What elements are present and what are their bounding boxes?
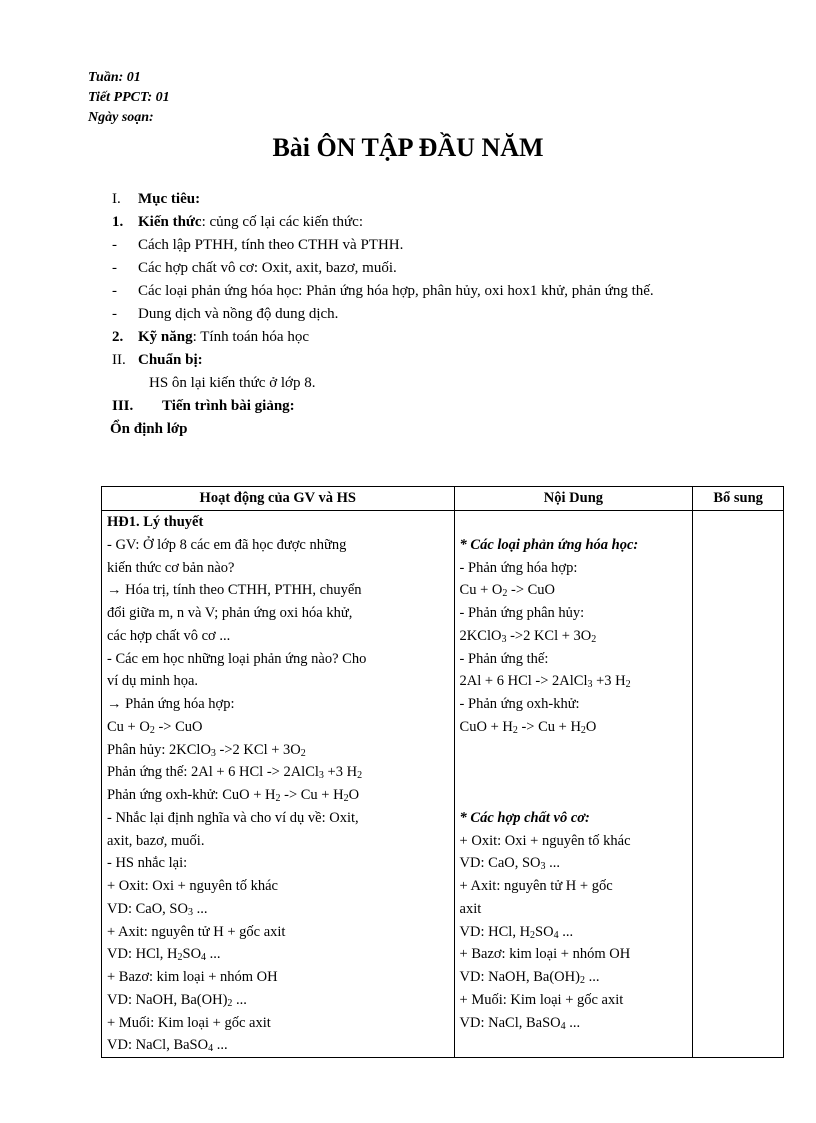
example-line: VD: NaOH, $Ba(OH)_2$ ... — [107, 991, 247, 1009]
activity-line: → Phản ứng hóa hợp: — [107, 696, 235, 712]
content-cell — [454, 511, 693, 1058]
content-line: - Phản ứng thế: — [459, 650, 549, 667]
skill-text: : Tính toán hóa học — [192, 329, 309, 345]
activity-line: kiến thức cơ bản nào? — [107, 559, 235, 576]
content-heading: * Các loại phản ứng hóa học: — [459, 536, 639, 553]
bullet-text: Dung dịch và nồng độ dung dịch. — [138, 306, 339, 322]
table-row — [102, 511, 784, 1058]
activity-line: - Nhắc lại định nghĩa và cho ví dụ về: Oxit, — [107, 809, 359, 826]
activity-line: - GV: Ở lớp 8 các em đã học được những — [107, 536, 347, 553]
content-line: - Phản ứng hóa hợp: — [459, 559, 578, 576]
stabilize-row — [110, 418, 762, 441]
knowledge-text: : củng cố lại các kiến thức: — [201, 214, 363, 230]
activity-line: ví dụ minh họa. — [107, 673, 199, 690]
bullet-text: Cách lập PTHH, tính theo CTHH và PTHH. — [138, 237, 404, 253]
equation-line: Phân hủy: 2KClO$_3$ ->2 KCl + $3O_2$ — [107, 741, 306, 759]
prep-text-row — [112, 372, 762, 395]
example-line: VD: NaOH, $Ba(OH)_2$ ... — [459, 969, 600, 986]
activity-line: + Oxit: Oxi + nguyên tố khác — [107, 878, 278, 894]
activity-line: axit, bazơ, muối. — [107, 832, 205, 849]
section-heading: Chuẩn bị: — [138, 352, 203, 368]
lesson-header — [88, 68, 170, 128]
equation-line: 2KClO$_3$ ->2 KCl + $3O_2$ — [459, 627, 597, 645]
knowledge-label: Kiến thức — [138, 214, 202, 230]
example-line: VD: CaO, $SO_3$ ... — [107, 900, 208, 918]
activity-heading: HĐ1. Lý thuyết — [107, 514, 204, 530]
equation-line: Phản ứng oxh-khử: CuO + $H_2 -> Cu + H_2O$ — [107, 787, 360, 804]
activity-line: - Các em học những loại phản ứng nào? Cho — [107, 650, 367, 667]
activity-line: - HS nhắc lại: — [107, 855, 188, 872]
prep-date-label: Ngày soạn: — [88, 110, 154, 125]
example-line: VD: NaCl, BaSO$_4$ ... — [107, 1037, 228, 1055]
stabilize-heading: Ổn định lớp — [110, 421, 188, 437]
content-line: - Phản ứng oxh-khử: — [459, 696, 580, 712]
activity-line: → Hóa trị, tính theo CTHH, PTHH, chuyển — [107, 582, 362, 599]
section-III — [112, 395, 762, 418]
bullet-item: - Các hợp chất vô cơ: Oxit, axit, bazơ, muối. — [112, 257, 762, 280]
content-line: + Oxit: Oxi + nguyên tố khác — [459, 832, 631, 849]
activity-line: các hợp chất vô cơ ... — [107, 627, 231, 644]
header-content: Nội Dung — [454, 487, 693, 511]
content-heading: * Các hợp chất vô cơ: — [459, 809, 590, 826]
knowledge-item — [112, 211, 762, 234]
equation-line: CuO + $H_2 -> Cu + H_2O$ — [459, 718, 597, 736]
equation-line: Phản ứng thế: 2Al + 6 HCl -> 2AlCl$_3$ +3 $H_2$ — [107, 764, 363, 782]
section-number: I. — [112, 191, 121, 207]
equation-line: $Cu + O_2$ -> CuO — [459, 582, 556, 600]
section-I — [112, 188, 762, 211]
example-line: VD: CaO, $SO_3$ ... — [459, 855, 561, 873]
skill-label: Kỹ năng — [138, 329, 193, 345]
bullet-item: - Dung dịch và nồng độ dung dịch. — [112, 303, 762, 326]
content-line: axit — [459, 900, 482, 917]
item-number: 1. — [112, 214, 124, 230]
content-line: + Muối: Kim loại + gốc axit — [459, 991, 624, 1008]
table-header-row — [102, 487, 784, 511]
activities-cell — [102, 511, 455, 1058]
section-number: III. — [112, 398, 134, 414]
page-title: Bài ÔN TẬP ĐẦU NĂM — [272, 133, 544, 162]
period-label: Tiết PPCT: 01 — [88, 90, 170, 105]
prep-text: HS ôn lại kiến thức ở lớp 8. — [149, 375, 316, 391]
equation-line: $Cu + O_2$ -> CuO — [107, 718, 203, 736]
content-line: + Bazơ: kim loại + nhóm OH — [459, 946, 631, 963]
week-label: Tuần: 01 — [88, 70, 141, 85]
activity-line: + Muối: Kim loại + gốc axit — [107, 1014, 271, 1031]
supplement-cell — [693, 511, 784, 1058]
section-number: II. — [112, 352, 126, 368]
lesson-objectives — [112, 188, 762, 441]
content-line: - Phản ứng phân hủy: — [459, 605, 585, 621]
example-line: VD: HCl, $H_2SO_4$ ... — [107, 946, 221, 964]
bullet-text: Các loại phản ứng hóa học: Phản ứng hóa hợp, phân hủy, oxi hox1 khử, phản ứng thế. — [138, 283, 654, 299]
bullet-item: - Các loại phản ứng hóa học: Phản ứng hóa hợp, phân hủy, oxi hox1 khử, phản ứng thế. — [112, 280, 762, 303]
content-line: + Axit: nguyên tử H + gốc — [459, 878, 613, 894]
item-number: 2. — [112, 329, 124, 345]
activity-line: + Bazơ: kim loại + nhóm OH — [107, 969, 278, 985]
example-line: VD: NaCl, BaSO$_4$ ... — [459, 1014, 581, 1032]
header-activities: Hoạt động của GV và HS — [102, 487, 455, 511]
section-heading: Tiến trình bài giảng: — [162, 398, 295, 414]
section-II — [112, 349, 762, 372]
bullet-text: Các hợp chất vô cơ: Oxit, axit, bazơ, muối. — [138, 260, 397, 276]
section-heading: Mục tiêu: — [138, 191, 201, 207]
activity-line: đổi giữa m, n và V; phản ứng oxi hóa khử, — [107, 605, 353, 621]
lesson-table — [101, 486, 784, 1058]
header-supplement: Bổ sung — [693, 487, 784, 511]
activity-line: + Axit: nguyên tử H + gốc axit — [107, 923, 286, 940]
skill-item — [112, 326, 762, 349]
equation-line: 2Al + 6 HCl -> 2AlCl$_3$ +3 $H_2$ — [459, 673, 631, 691]
example-line: VD: HCl, $H_2SO_4$ ... — [459, 923, 574, 941]
bullet-item: - Cách lập PTHH, tính theo CTHH và PTHH. — [112, 234, 762, 257]
